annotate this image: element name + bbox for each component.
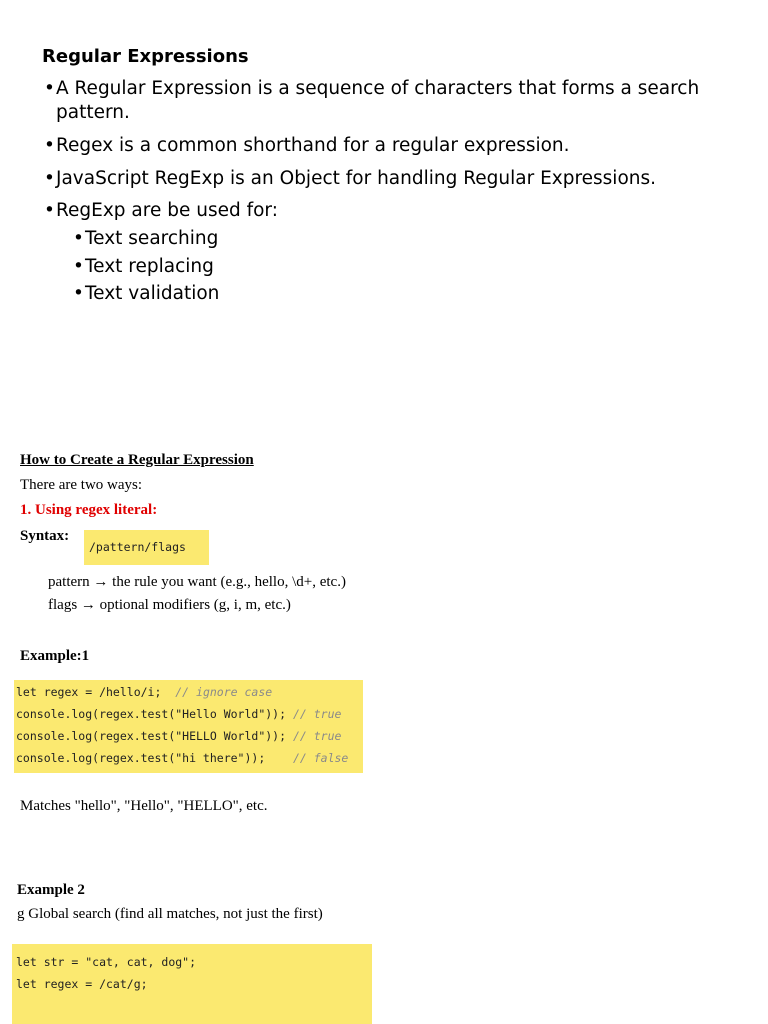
sub-bullet-item: • Text validation (73, 283, 220, 304)
example2-description: g Global search (find all matches, not just the first) (17, 906, 323, 922)
intro-text: There are two ways: (20, 477, 143, 493)
example2-label: Example 2 (17, 882, 85, 898)
code-line: console.log(regex.test("HELLO World")); // true (16, 729, 342, 743)
example1-note: Matches "hello", "Hello", "HELLO", etc. (20, 798, 268, 814)
bullet-icon: • (73, 283, 84, 304)
bullet-icon: • (44, 78, 55, 99)
example1-code-box (14, 680, 363, 773)
method-heading: 1. Using regex literal: (20, 502, 158, 518)
code-line: console.log(regex.test("Hello World")); // true (16, 707, 342, 721)
bullet-icon: • (44, 200, 55, 221)
syntax-code-box (84, 530, 209, 565)
code-line: console.log(regex.test("hi there")); // false (16, 751, 349, 765)
syntax-label: Syntax: (20, 528, 70, 544)
code-line: let regex = /cat/g; (16, 977, 148, 991)
code-line: let regex = /hello/i; // ignore case (16, 685, 273, 699)
sub-bullet-item: • Text searching (73, 228, 219, 249)
bullet-icon: • (73, 256, 84, 277)
bullet-item: • A Regular Expression is a sequence of characters that forms a search pattern. (44, 78, 700, 123)
flags-description: flags → optional modifiers (g, i, m, etc.) (48, 597, 291, 613)
section-heading: How to Create a Regular Expression (20, 452, 254, 468)
sub-bullet-item: • Text replacing (73, 256, 214, 277)
bullet-icon: • (44, 135, 55, 156)
bullet-item: • JavaScript RegExp is an Object for handling Regular Expressions. (44, 168, 657, 189)
pattern-description: pattern → the rule you want (e.g., hello, \d+, etc.) (48, 574, 346, 590)
slide-section (0, 0, 768, 430)
bullet-item: • Regex is a common shorthand for a regular expression. (44, 135, 570, 156)
example1-label: Example:1 (20, 648, 90, 664)
bullet-icon: • (44, 168, 55, 189)
syntax-code: /pattern/flags (89, 540, 186, 554)
example2-code-box (12, 944, 372, 1024)
slide-title: Regular Expressions (42, 46, 249, 67)
bullet-icon: • (73, 228, 84, 249)
code-line: let str = "cat, cat, dog"; (16, 955, 197, 969)
bullet-item: • RegExp are be used for: (44, 200, 278, 221)
